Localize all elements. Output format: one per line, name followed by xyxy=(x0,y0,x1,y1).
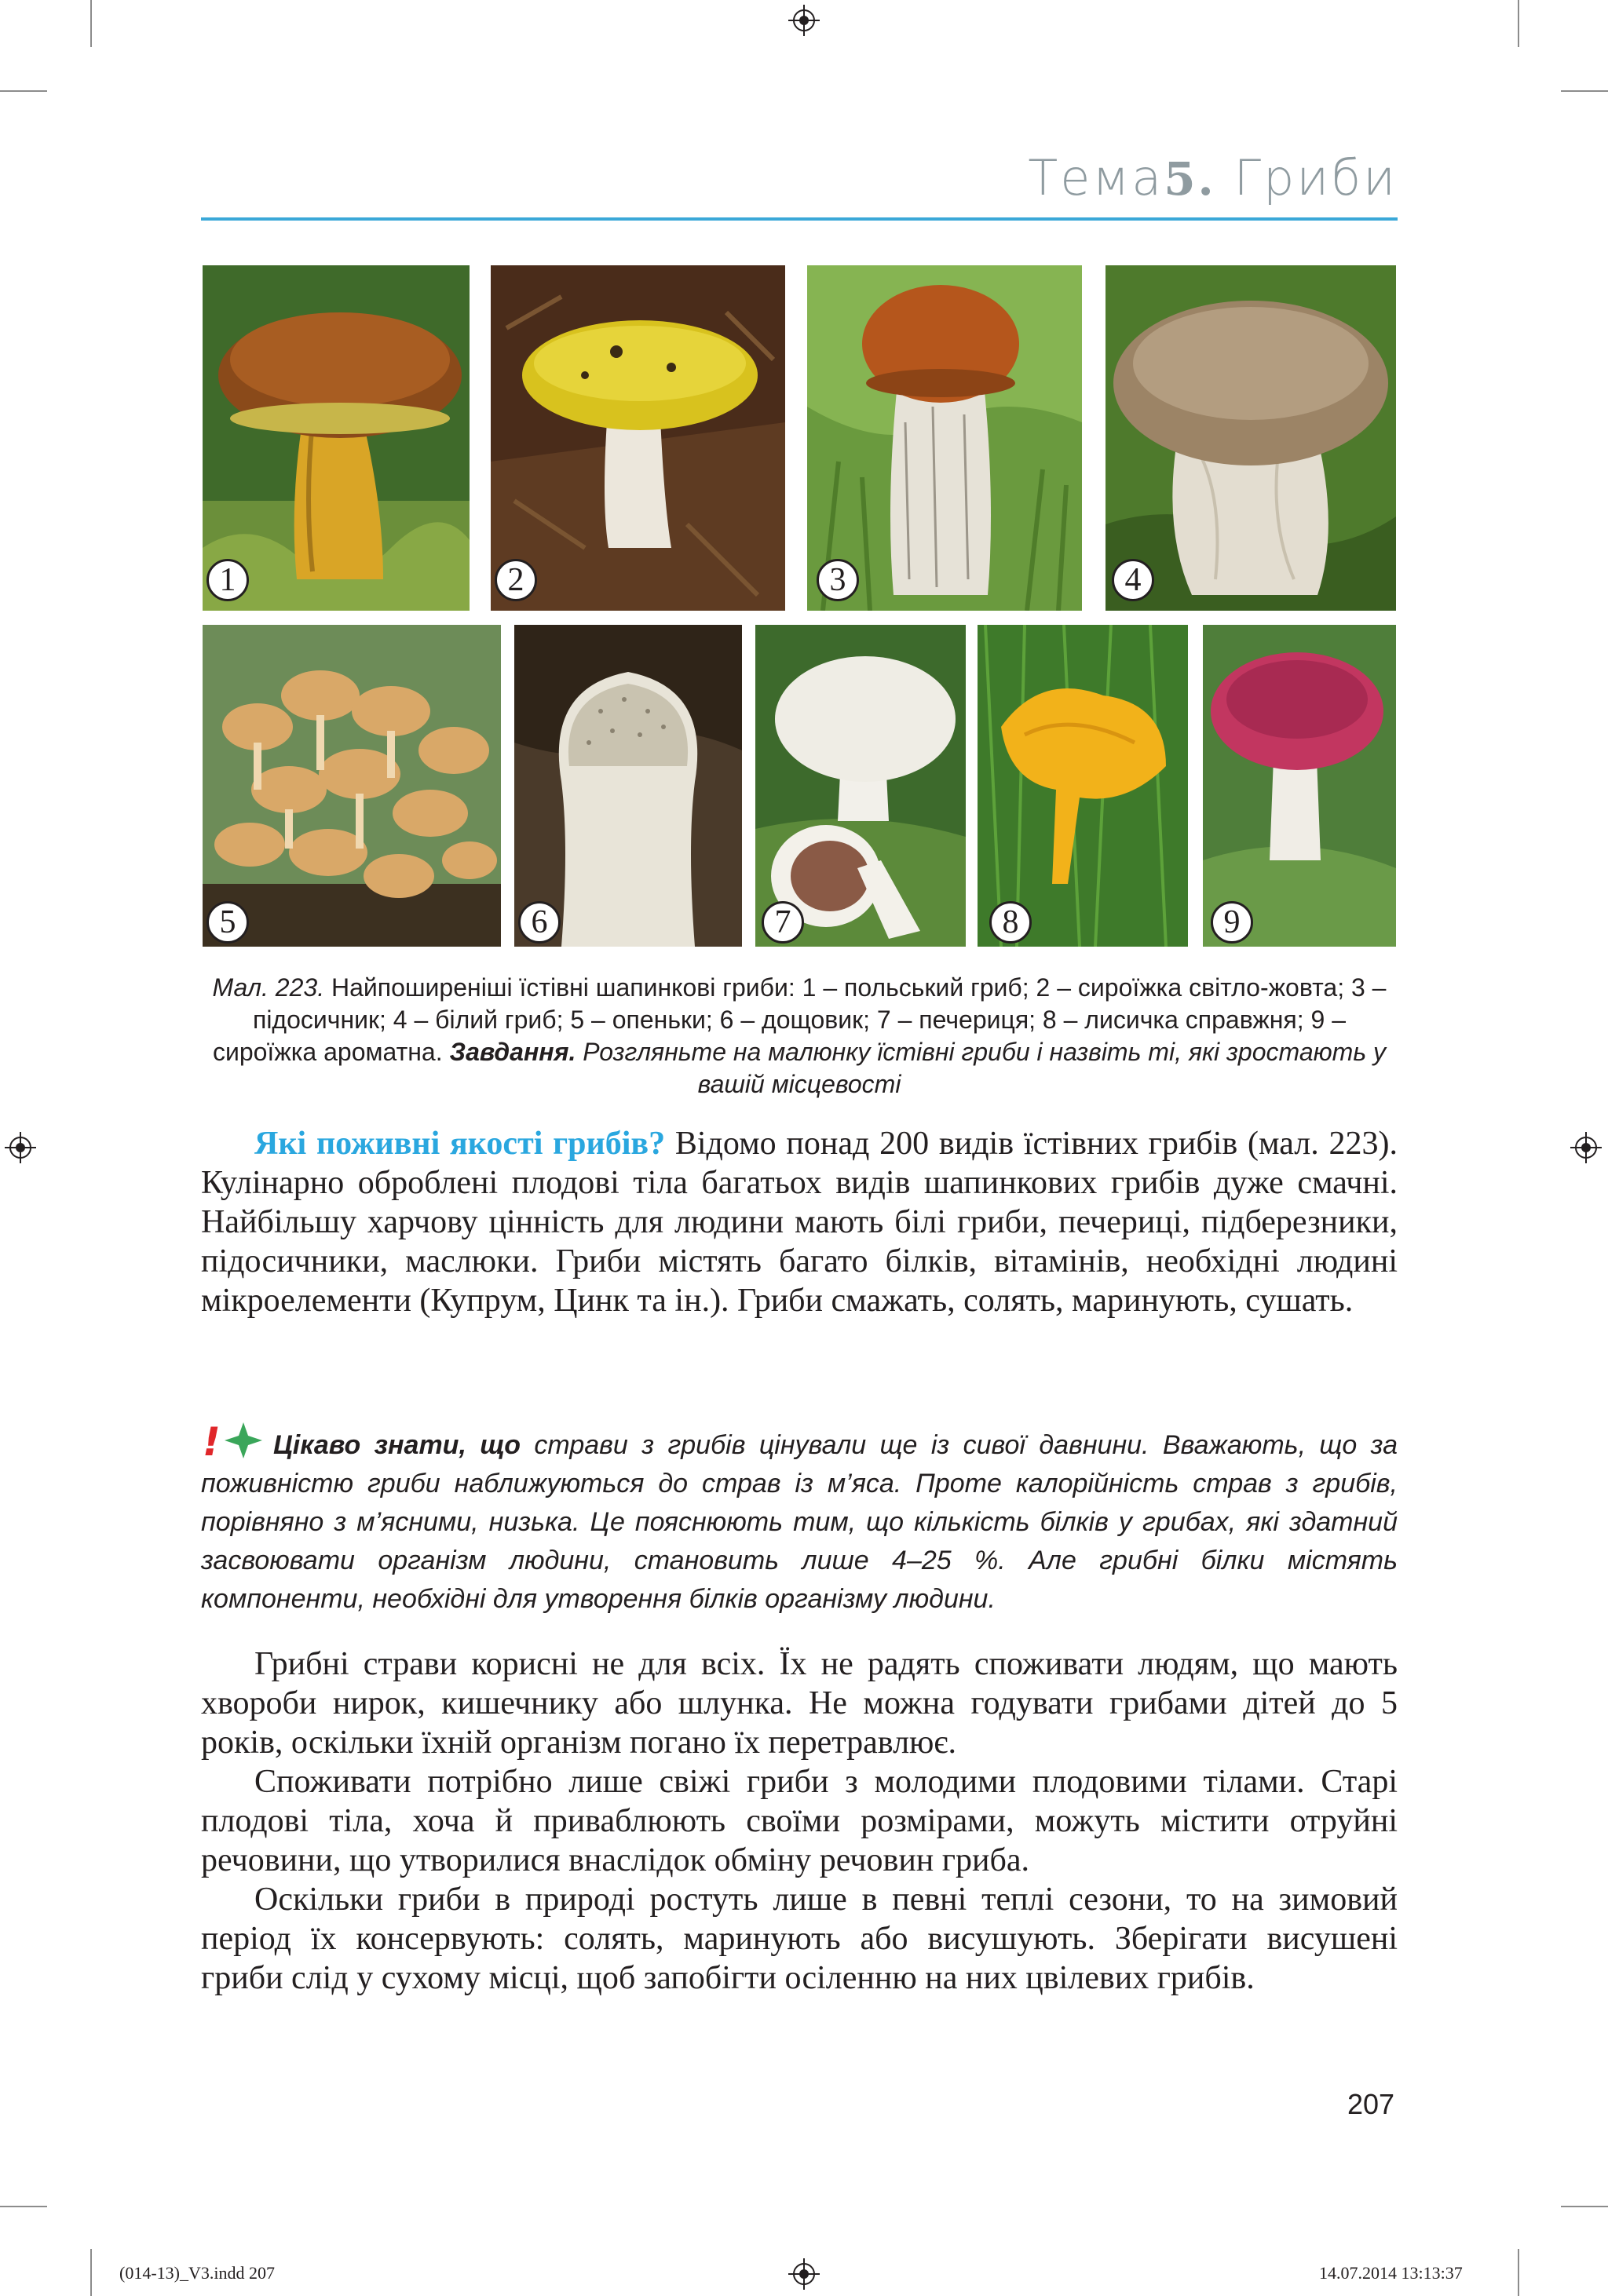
crop-mark xyxy=(0,90,47,92)
registration-mark-icon xyxy=(1570,1132,1602,1163)
photo-number-badge: 5 xyxy=(206,901,249,944)
photo-honey-fungus xyxy=(203,625,501,947)
crop-mark xyxy=(90,2249,92,2296)
registration-mark-icon xyxy=(788,5,820,36)
figure-caption-text: Найпоширеніші їстівні шапинкові гриби: 1 – польський гриб; 2 – сироїжка світло-жовта; 3 – підосичник; 4 – білий гриб; 5 – опеньки; 6 – дощовик; 7 – печериця; 8 – лисичка справжня; 9 – сироїжка ароматна. xyxy=(212,973,1387,1066)
task-label: Завдання. xyxy=(449,1038,576,1066)
crop-mark xyxy=(90,0,92,47)
photo-chanterelle xyxy=(978,625,1188,947)
photo-fragrant-russula xyxy=(1203,625,1396,947)
photo-yellow-russula xyxy=(491,265,785,611)
section-nutrition xyxy=(201,1124,1398,1320)
figure-caption xyxy=(201,972,1398,1101)
paragraph: Споживати потрібно лише свіжі гриби з молодими плодовими тілами. Старі плодові тіла, хоча й приваблюють своїми розмірами, можуть містити отруйні речовини, що утворилися внаслідок обміну речовин гриба. xyxy=(201,1764,1398,1878)
info-box xyxy=(201,1421,1398,1619)
paragraph: Оскільки гриби в природі ростуть лише в певні теплі сезони, то на зимовий період їх консервують: солять, маринують або висушують. Зберігати висушені гриби слід у сухому місці, щоб запобігти осіленню на них цвілевих грибів. xyxy=(201,1882,1398,1996)
slug-timestamp: 14.07.2014 13:13:37 xyxy=(1319,2263,1463,2283)
chapter-title xyxy=(1028,149,1398,206)
photo-number-badge: 9 xyxy=(1211,901,1253,944)
crop-mark xyxy=(1518,2249,1519,2296)
crop-mark xyxy=(0,2206,47,2207)
registration-mark-icon xyxy=(788,2258,820,2290)
crop-mark xyxy=(1561,2206,1608,2207)
photo-number-badge: 2 xyxy=(495,559,537,601)
photo-polish-mushroom xyxy=(203,265,470,611)
info-label: Цікаво знати, що xyxy=(273,1430,521,1460)
crop-mark xyxy=(1561,90,1608,92)
info-text: страви з грибів цінували ще із сивої давнини. Вважають, що за поживністю гриби наближуються до страв із м’яса. Проте калорійність страв з грибів, порівняно з м’ясними, низька. Це пояснюють тим, що кількість білків у грибах, які здатний засвоювати організм людини, становить лише 4–25 %. Але грибні білки містять компоненти, необхідні для утворення білків організму людини. xyxy=(201,1430,1398,1614)
photo-porcini xyxy=(1106,265,1396,611)
task-text: Розгляньте на малюнку їстівні гриби і назвіть ті, які зростають у вашій місцевості xyxy=(576,1038,1387,1098)
photo-number-badge: 8 xyxy=(989,901,1032,944)
paragraph: Грибні страви корисні не для всіх. Їх не радять споживати людям, що мають хвороби нирок, кишечнику або шлунка. Не можна годувати грибами дітей до 5 років, оскільки їхній організм погано їх перетравлює. xyxy=(201,1646,1398,1761)
photo-number-badge: 3 xyxy=(817,559,859,601)
photo-champignon xyxy=(755,625,966,947)
svg-text:!: ! xyxy=(203,1421,221,1460)
registration-mark-icon xyxy=(5,1132,36,1163)
photo-puffball xyxy=(514,625,742,947)
page-number: 207 xyxy=(1347,2088,1395,2120)
photo-number-badge: 7 xyxy=(762,901,804,944)
exclamation-star-icon xyxy=(201,1421,269,1460)
crop-mark xyxy=(1518,0,1519,47)
section-lead: Які поживні якості грибів? xyxy=(254,1126,666,1162)
chapter-title-prefix: Тема xyxy=(1028,149,1164,206)
photo-number-badge: 6 xyxy=(518,901,561,944)
chapter-header xyxy=(201,149,1398,220)
chapter-number: 5. xyxy=(1164,152,1216,206)
chapter-title-suffix: Гриби xyxy=(1233,149,1398,206)
header-rule xyxy=(201,217,1398,221)
paragraph xyxy=(201,1124,1398,1320)
main-text xyxy=(201,1644,1398,1998)
figure-label: Мал. 223. xyxy=(212,973,325,1002)
paragraph-text: Відомо понад 200 видів їстівних грибів (мал. 223). Кулінарно оброблені плодові тіла багатьох видів шапинкових грибів дуже смачні. Найбільшу харчову цінність для людини мають білі гриби, печериці, підберезники, підосичники, маслюки. Гриби містять багато білків, вітамінів, необхідні людині мікроелементи (Купрум, Цинк та ін.). Гриби смажать, солять, маринують, сушать. xyxy=(201,1126,1398,1319)
photo-aspen-boletus xyxy=(807,265,1082,611)
photo-number-badge: 1 xyxy=(206,559,249,601)
photo-number-badge: 4 xyxy=(1112,559,1154,601)
slug-file: (014-13)_V3.indd 207 xyxy=(119,2263,275,2283)
